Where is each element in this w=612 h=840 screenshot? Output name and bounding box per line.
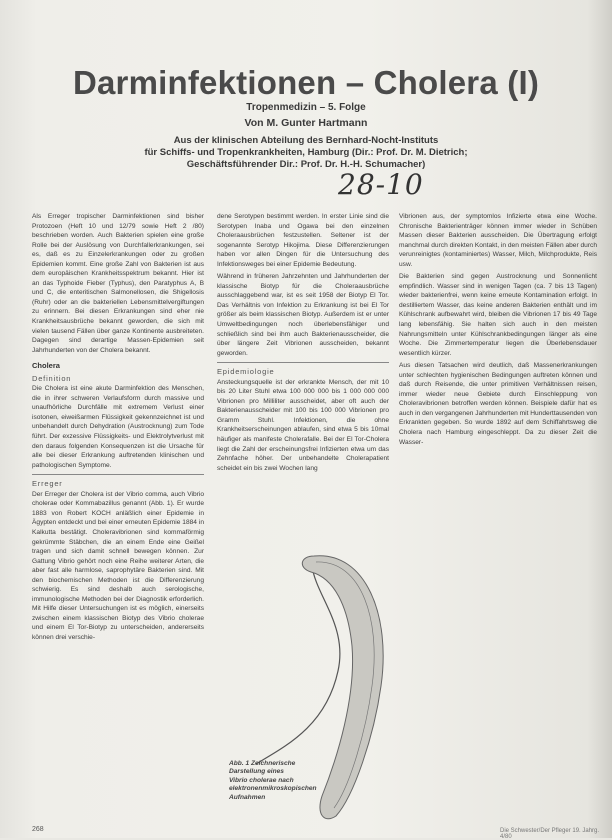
column-middle (217, 212, 389, 476)
article-author: Von M. Gunter Hartmann (244, 117, 368, 129)
article-subtitle: Tropenmedizin – 5. Folge (246, 102, 366, 113)
column-left (32, 212, 204, 646)
erreger-paragraph: Der Erreger der Cholera ist der Vibrio comma, auch Vibrio cholerae oder Kommabazillus genannt (Abb. 1). Er wurde 1883 von Robert KOCH anläßlich einer Epidemie in Ägypten entdeckt und bei einer erneuten Epidemie 1884 in Kalkutta bestätigt. Choleravibrionen sind kommaförmig gekrümmte Stäbchen, die an einem Ende eine Geißel tragen und sich damit schnell bewegen können. Zur Gattung Vibrio gehört noch eine Reihe weiterer Arten, die aber fast alle harmlose, saprophytäre Bakterien sind. Mit den biochemischen Methoden ist die Differenzierung schwierig. Es sind deshalb auch serologische, immunologische Methoden bei der Diagnostik erforderlich. Mit Hilfe dieser Untersuchungen ist es möglich, einerseits zwischen einem klassischen Biotyp des Vibrio cholerae und einem El Tor-Biotyp zu unterscheiden, andererseits können drei verschie- (32, 490, 204, 641)
definition-paragraph: Die Cholera ist eine akute Darminfektion des Menschen, die in ihrer schweren Verlaufsform durch massive und unaufhörliche Durchfälle mit extremem Verlust einer isotonen, eiweißarmen Flüssigkeit gekennzeichnet ist und unbehandelt durch Dehydration (Austrocknung) zum Tode führt. Der exzessive Flüssigkeits- und Elektrolytverlust mit den daraus folgenden Konsequenzen ist die Ursache für alle bei dieser Erkrankung auftretenden klinischen und pathologischen Symptome. (32, 385, 204, 469)
subheading-erreger: Erreger (32, 479, 63, 489)
serotype-paragraph: dene Serotypen bestimmt werden. In erster Linie sind die Serotypen Inaba und Ogawa bei den einzelnen Choleraausbrüchen festzustellen. Seltener ist der sogenannte Serotyp Hikojima. Diese Differenzierungen haben vor allen Dingen für die Untersuchung des Infektionsweges bei einer Epidemie Bedeutung. (217, 213, 389, 268)
page-number: 268 (32, 826, 44, 833)
subheading-epidemiologie: Epidemiologie (217, 367, 275, 377)
journal-footer: Die Schwester/Der Pfleger 19. Jahrg. 4/80 (500, 828, 600, 840)
column-right (399, 212, 597, 450)
transmission-paragraph: Vibrionen aus, der symptomlos Infizierte etwa eine Woche. Chronische Bakterienträger können immer wieder in Schüben Massen dieser Bakterien ausscheiden. Die Übertragung erfolgt manchmal durch direkten Kontakt, in den meisten Fällen aber durch verunreinigtes (kontaminiertes) Wasser, Milch, Milchprodukte, Reis usw. (399, 213, 597, 268)
divider (32, 474, 204, 475)
article-title: Darminfektionen – Cholera (I) (72, 64, 540, 101)
intro-paragraph: Als Erreger tropischer Darminfektionen sind bisher Protozoen (Heft 10 und 12/79 sowie Heft 2 /80) beschrieben worden. Auch Bakterien spielen eine große Rolle bei der Auslösung von Durchfallerkrankungen, sei es, daß es zu Einzelerkrankungen oder zu großen Epidemien kommt. Eine große Zahl von Bakterien ist aus dem europäischen Krankheitsspektrum bekannt. Hier ist an das Typhoide Fieber (Typhus), den Paratyphus A, B und C, die enteritischen Salmonellosen, die Shigellosis (Ruhr) oder an die bakteriellen Lebensmittelvergiftungen zu erinnern. Bei diesen Erkrankungen sind eher nie Krankheitsausbrüche bekannt geworden, die sich mit vielen tausend Fällen über ganze Kontinente ausbreiteten. Dagegen sind derartige Massen-Epidemien seit Jahrhunderten von der Cholera bekannt. (32, 213, 204, 354)
survival-paragraph: Die Bakterien sind gegen Austrocknung und Sonnenlicht empfindlich. Wasser sind in wenigen Tagen (ca. 7 bis 13 Tagen) wieder bakterienfrei, wenn keine erneute Kontamination erfolgt. In destilliertem Wasser, das keine anderen Bakterien enthält und im Kühlschrank aufbewahrt wird, bleiben die Vibrionen 17 bis 49 Tage lang lebensfähig. Sie halten sich auch in den meisten Nahrungsmitteln unter Kühlschrankbedingungen länger als eine Woche. Die Zimmertemperatur liegen die Überlebensdauer wesentlich kürzer. (399, 273, 597, 357)
bacterium-body (302, 556, 383, 819)
divider (217, 362, 389, 363)
figure-caption: Abb. 1 Zeichnerische Darstellung eines Vibrio cholerae nach elektronenmikroskopischen Aufnahmen (229, 760, 317, 801)
affiliation-line: für Schiffs- und Tropenkrankheiten, Hamburg (Dir.: Prof. Dr. M. Dietrich; (144, 147, 468, 158)
flagellum (256, 566, 340, 764)
affiliation-line: Geschäftsführender Dir.: Prof. Dr. H.-H. Schumacher) (186, 159, 426, 170)
epidemics-paragraph: Aus diesen Tatsachen wird deutlich, daß Massenerkrankungen unter schlechten hygienischen Bedingungen auftreten können und daß durch Reisende, die unter primitiven Verhältnissen reisen, immer wieder neue Gebiete durch Einschleppung von Choleravibrionen betroffen werden können. Beispiele dafür hat es auch in den vergangenen Jahrhunderten mit Hunderttausenden von Erkrankten gegeben. So wurde 1892 auf dem Schiffahrtsweg die Cholera nach Hamburg eingeschleppt. Da zu dieser Zeit die Wasser- (399, 362, 597, 446)
affiliation-line: Aus der klinischen Abteilung des Bernhard-Nocht-Instituts (173, 135, 439, 146)
handwritten-note: 28-10 (338, 168, 424, 201)
section-heading-cholera: Cholera (32, 361, 60, 371)
affiliation (0, 135, 612, 171)
subheading-definition: Definition (32, 373, 72, 383)
biotype-paragraph: Während in früheren Jahrzehnten und Jahrhunderten der klassische Biotyp für die Choleraausbrüche ausschlaggebend war, ist es seit 1958 der Biotyp El Tor. Das Verhältnis von Infektion zu Erkrankung ist bei El Tor größer als beim klassischen Biotyp. Außerdem ist er unter Umweltbedingungen noch überlebensfähiger und schließlich sind bei ihm auch Bakterienausscheider, die über längere Zeit Vibrionen ausscheiden, bekannt geworden. (217, 273, 389, 357)
epidemiology-paragraph: Ansteckungsquelle ist der erkrankte Mensch, der mit 10 bis 20 Liter Stuhl etwa 100 000 000 bis 1 000 000 000 Vibrionen pro Milliliter ausscheidet, aber oft auch der Bakterienausscheider mit 100 bis 100 000 Vibrionen pro Gramm Stuhl. Infektionen, die ohne Krankheitserscheinungen ablaufen, sind etwa 5 bis 10mal häufiger als manifeste Cholerafalle. Bei der El Tor-Cholera liegt die Zahl der erscheinungsfrei Infizierten etwa um das Zehnfache höher. Der unbehandelte Cholerapatient scheidet ein bis zwei Wochen lang (217, 378, 389, 472)
